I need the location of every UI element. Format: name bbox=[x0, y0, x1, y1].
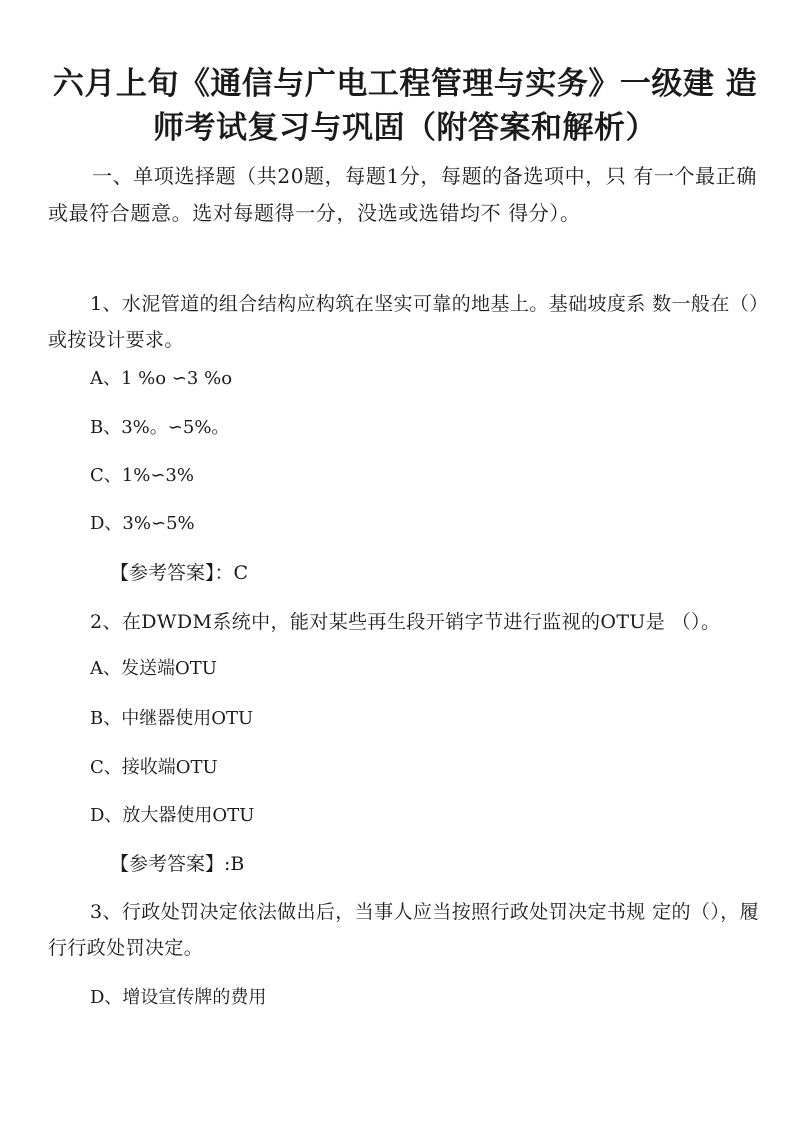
question-2-option-c: C、接收端OTU bbox=[90, 757, 218, 778]
question-3-stem: 3、行政处罚决定依法做出后，当事人应当按照行政处罚决定书规 定的（），履行行政处罚决定。 bbox=[48, 901, 760, 959]
document-title: 六月上旬《通信与广电工程管理与实务》一级建 造师考试复习与巩固（附答案和解析） bbox=[52, 66, 758, 146]
section-intro: 一、单项选择题（共20题，每题1分，每题的备选项中，只 有一个最正确或最符合题意。选对每题得一分，没选或选错均不 得分）。 bbox=[48, 164, 757, 225]
question-3-option-d: D、增设宣传牌的费用 bbox=[90, 987, 267, 1008]
question-2-option-b: B、中继器使用OTU bbox=[90, 708, 254, 729]
question-1-option-b: B、3%。∽5%。 bbox=[90, 417, 230, 438]
question-2-answer: 【参考答案】:B bbox=[110, 853, 245, 875]
question-1-answer: 【参考答案】：C bbox=[110, 562, 249, 584]
question-1-option-a: A、1 %o ∽3 %o bbox=[90, 368, 233, 389]
question-2-option-d: D、放大器使用OTU bbox=[90, 805, 255, 826]
question-2-stem: 2、在DWDM系统中，能对某些再生段开销字节进行监视的OTU是 （）。 bbox=[90, 611, 721, 633]
question-2-option-a: A、发送端OTU bbox=[90, 658, 217, 679]
question-1-option-d: D、3%∽5% bbox=[90, 513, 195, 534]
question-1-stem: 1、水泥管道的组合结构应构筑在坚实可靠的地基上。基础坡度系 数一般在（）或按设计要求。 bbox=[48, 293, 760, 351]
question-1-option-c: C、1%∽3% bbox=[90, 465, 194, 486]
